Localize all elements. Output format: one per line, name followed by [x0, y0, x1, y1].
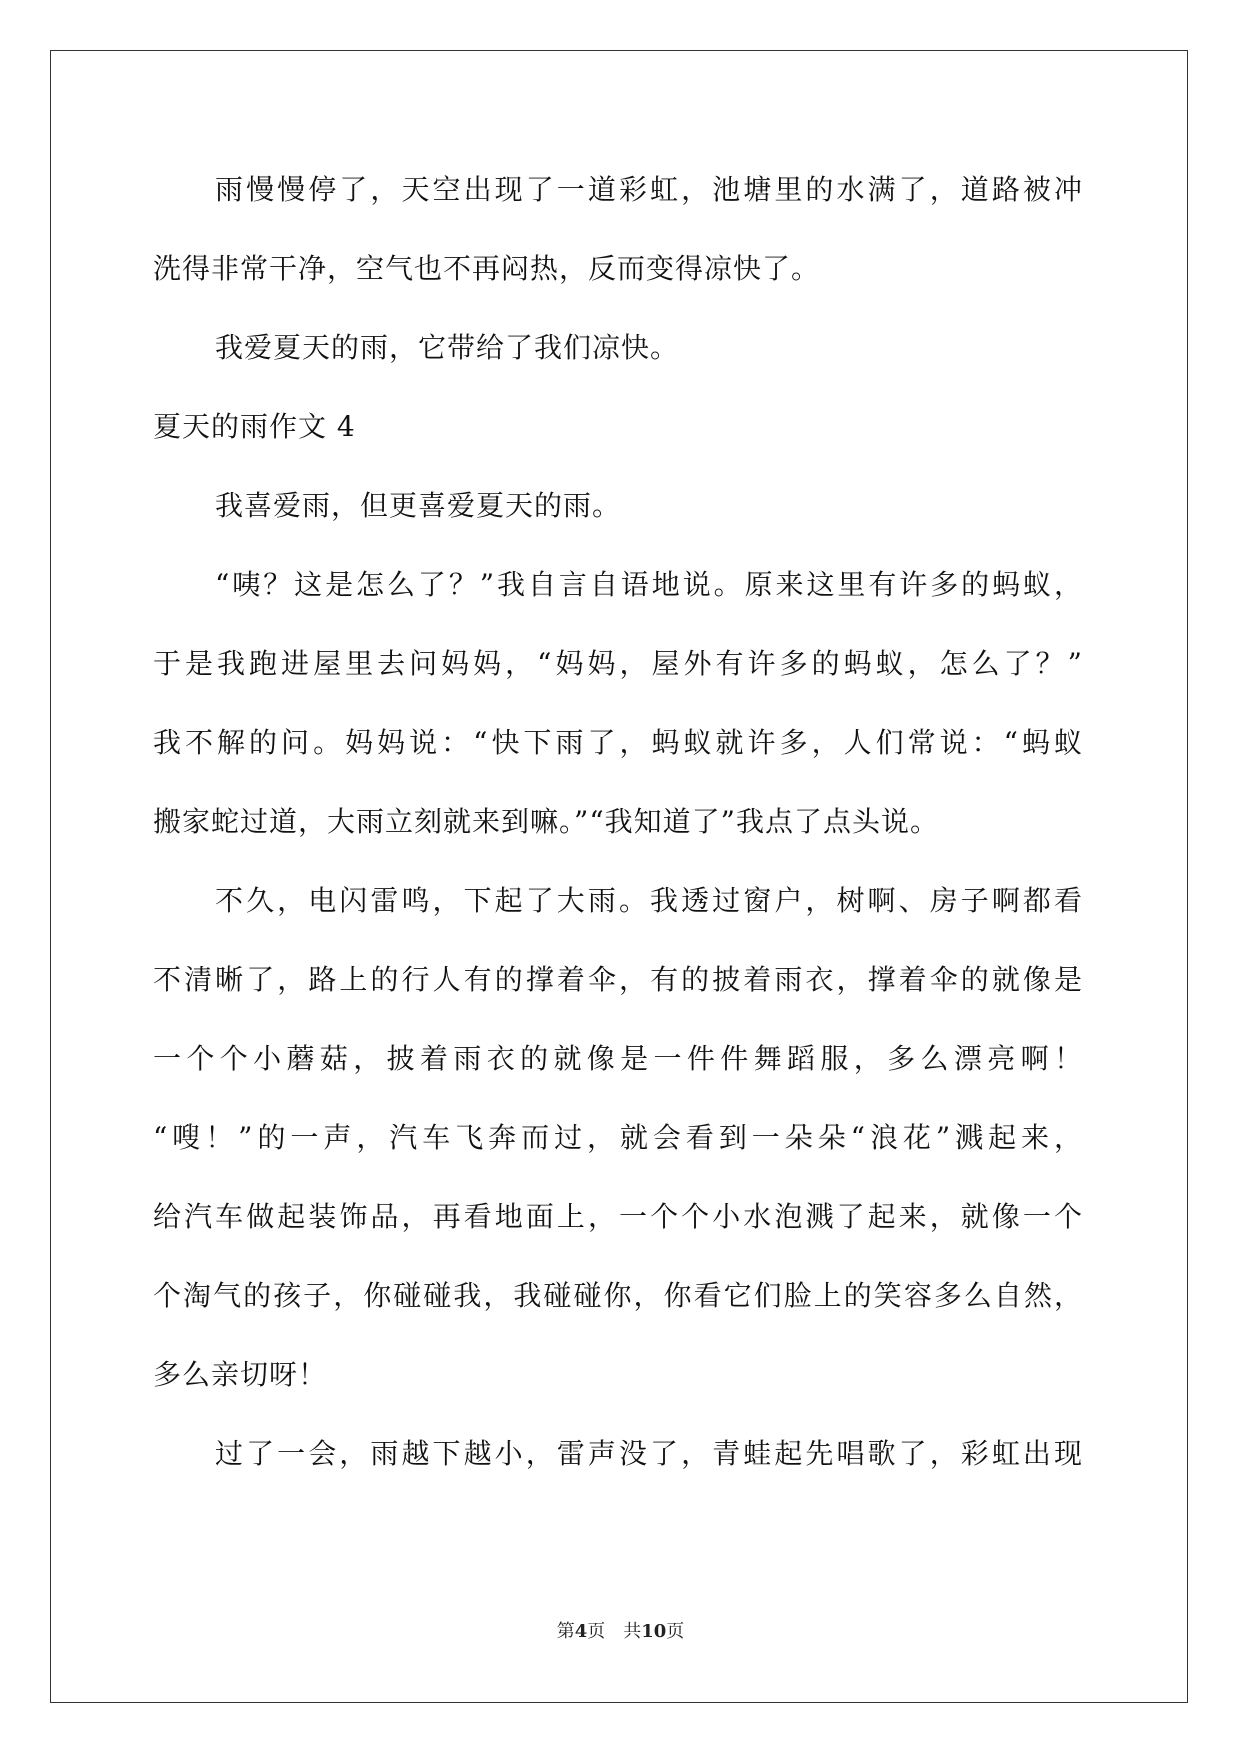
paragraph-line: 个淘气的孩子，你碰碰我，我碰碰你，你看它们脸上的笑容多么自然，: [153, 1279, 1083, 1312]
paragraph-line: 我喜爱雨，但更喜爱夏天的雨。: [215, 489, 622, 522]
paragraph-line: 不久，电闪雷鸣，下起了大雨。我透过窗户，树啊、房子啊都看: [215, 884, 1083, 917]
paragraph-line: 雨慢慢停了，天空出现了一道彩虹，池塘里的水满了，道路被冲: [215, 173, 1083, 206]
paragraph-line: 过了一会，雨越下越小，雷声没了，青蛙起先唱歌了，彩虹出现: [215, 1437, 1083, 1470]
paragraph-line: 一个个小蘑菇，披着雨衣的就像是一件件舞蹈服，多么漂亮啊！: [153, 1042, 1083, 1075]
paragraph-line: 不清晰了，路上的行人有的撑着伞，有的披着雨衣，撑着伞的就像是: [153, 963, 1083, 996]
paragraph-line: 洗得非常干净，空气也不再闷热，反而变得凉快了。: [153, 252, 821, 285]
paragraph-line: 我爱夏天的雨，它带给了我们凉快。: [215, 331, 680, 364]
section-heading: 夏天的雨作文 4: [153, 410, 356, 443]
paragraph-line: 于是我跑进屋里去问妈妈，“妈妈，屋外有许多的蚂蚁，怎么了？”: [153, 647, 1083, 680]
total-page-number: 10: [641, 1621, 667, 1642]
page-footer: [0, 1620, 1241, 1644]
paragraph-line: “咦？这是怎么了？”我自言自语地说。原来这里有许多的蚂蚁，: [215, 568, 1083, 601]
paragraph-line: 搬家蛇过道，大雨立刻就来到嘛。”“我知道了”我点了点头说。: [153, 805, 939, 838]
footer-suffix: 页: [666, 1621, 685, 1642]
paragraph-line: 给汽车做起装饰品，再看地面上，一个个小水泡溅了起来，就像一个: [153, 1200, 1083, 1233]
paragraph-line: 多么亲切呀！: [153, 1358, 328, 1391]
current-page-number: 4: [574, 1621, 588, 1642]
paragraph-line: 我不解的问。妈妈说：“快下雨了，蚂蚁就许多，人们常说：“蚂蚁: [153, 726, 1083, 759]
footer-mid: 页 共: [587, 1621, 642, 1642]
footer-prefix: 第: [556, 1621, 575, 1642]
paragraph-line: “嗖！”的一声，汽车飞奔而过，就会看到一朵朵“浪花”溅起来，: [153, 1121, 1083, 1154]
